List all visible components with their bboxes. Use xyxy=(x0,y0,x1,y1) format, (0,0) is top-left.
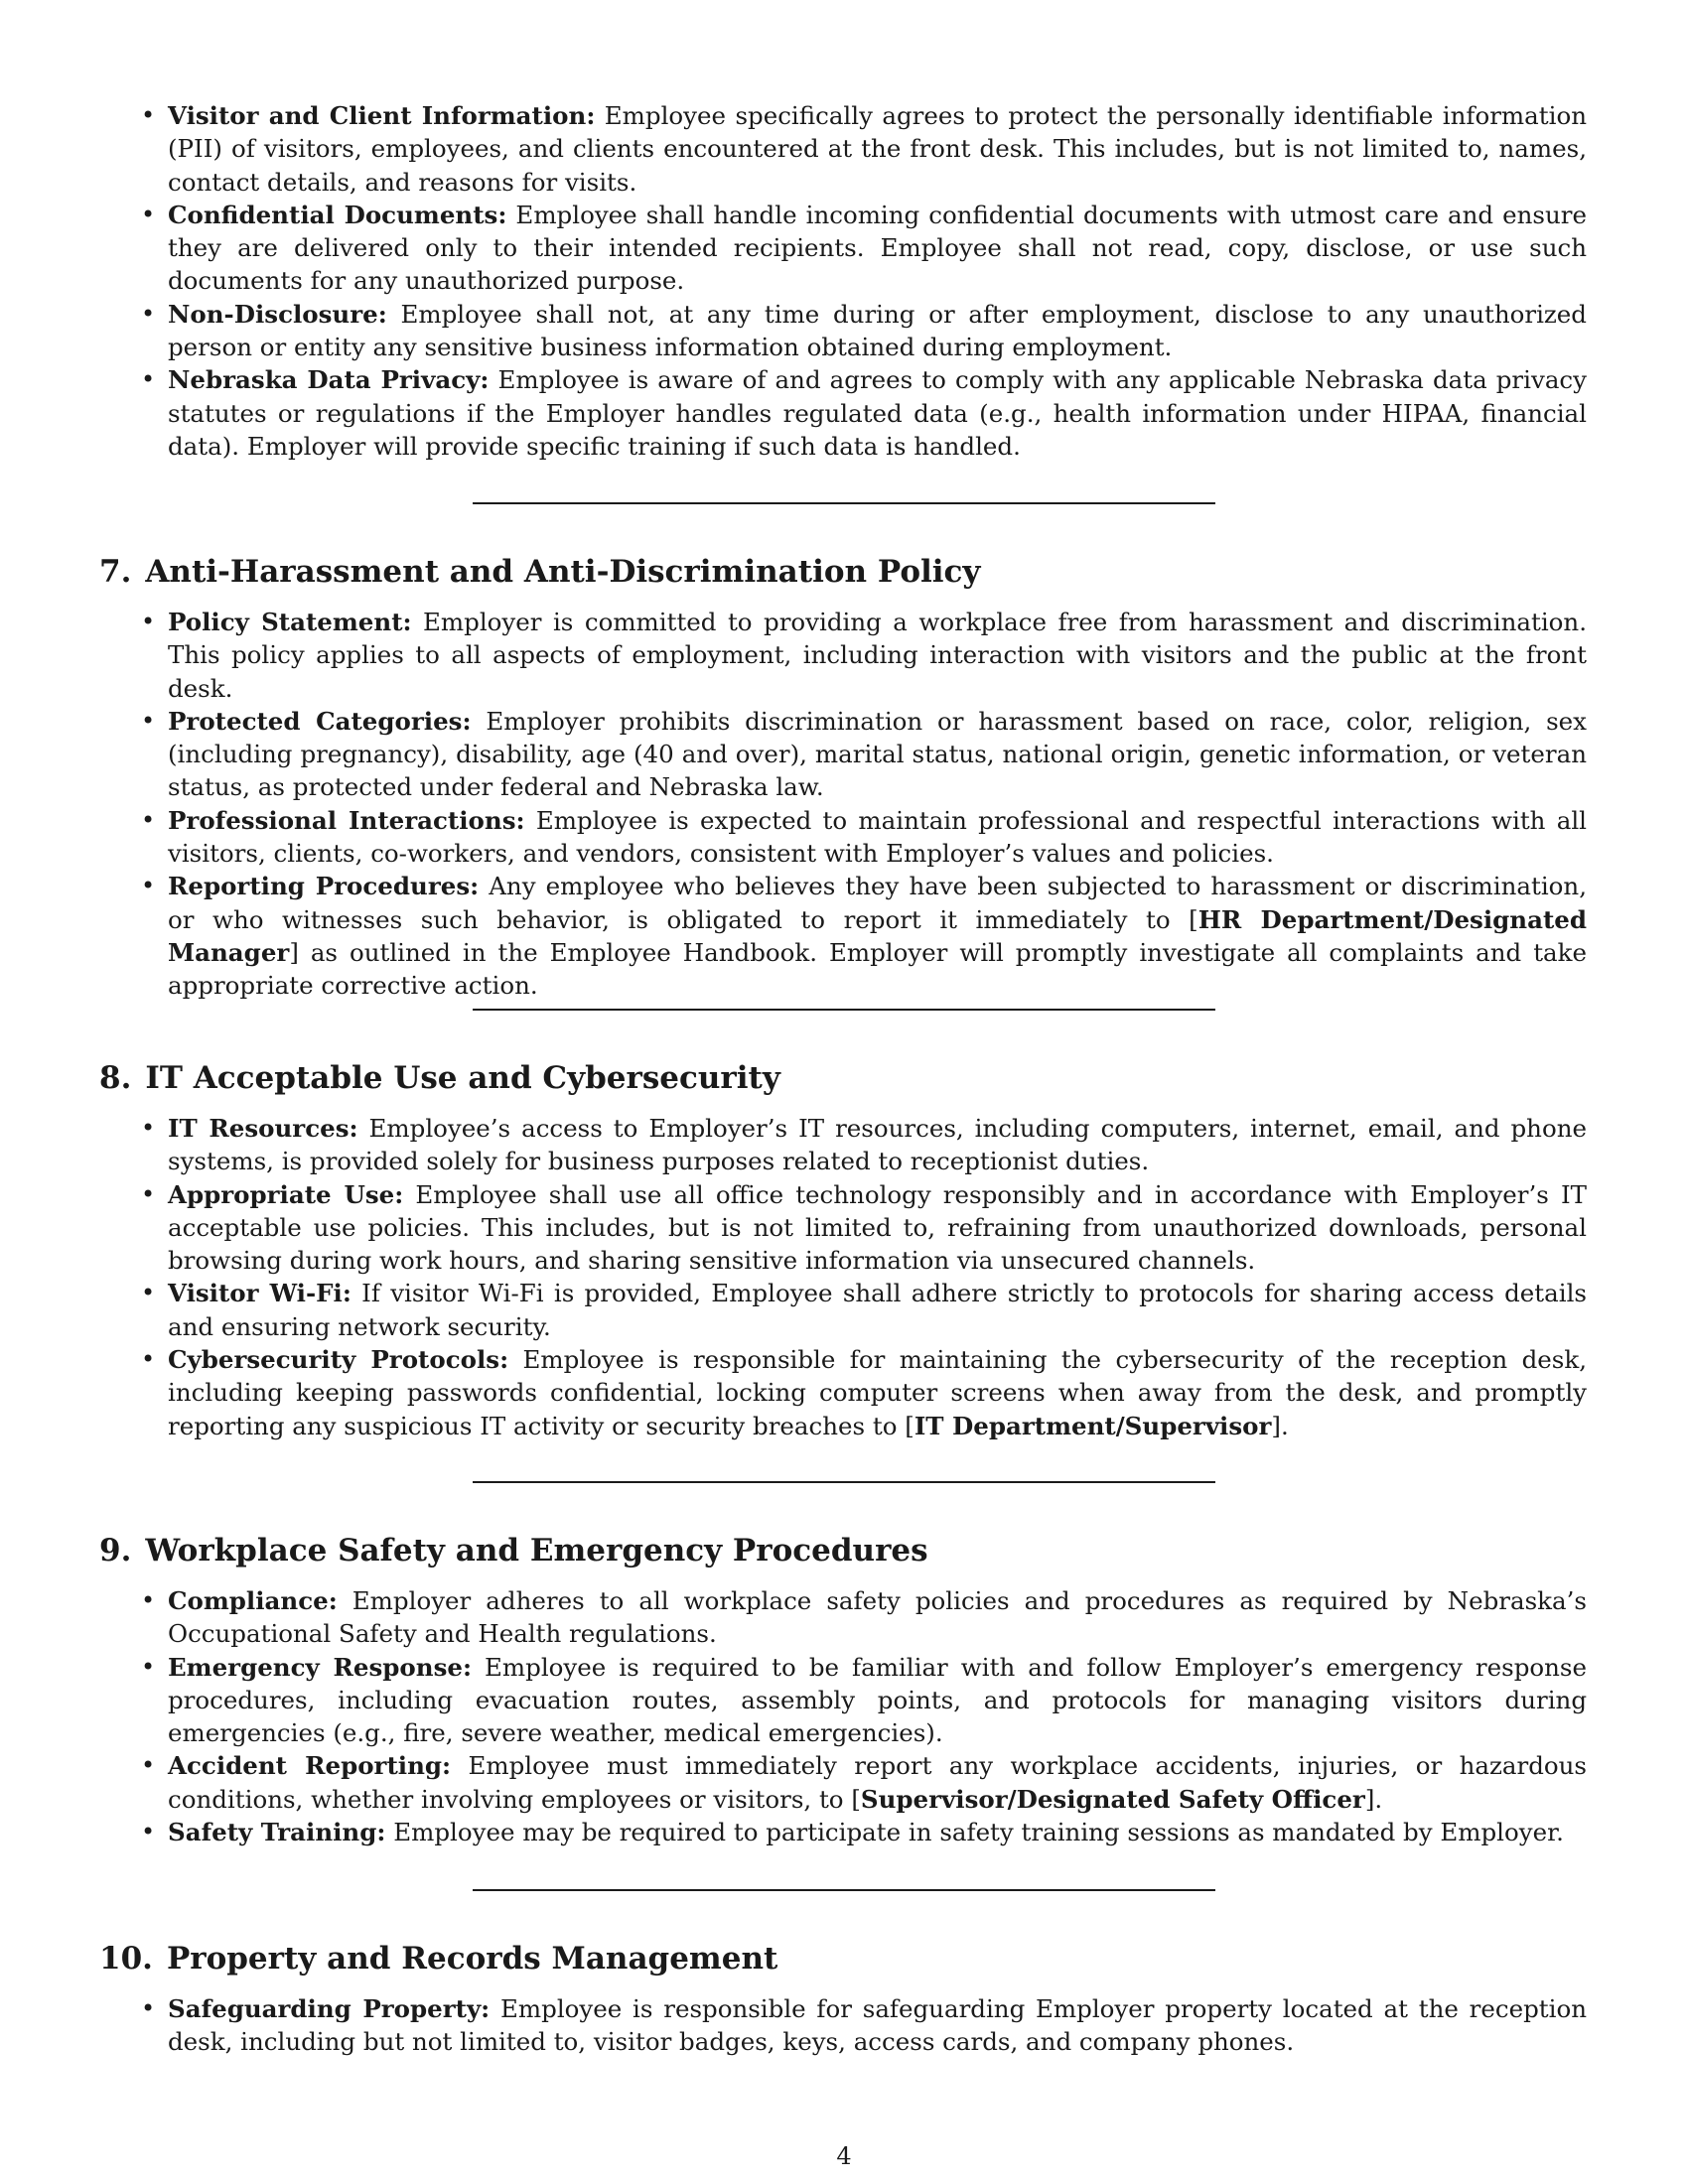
bullet-icon: • xyxy=(141,872,156,900)
item-term: IT Resources: xyxy=(168,1114,358,1143)
section-6-list xyxy=(0,99,1688,463)
list-item xyxy=(0,1584,1587,1651)
placeholder-text: Supervisor/Designated Safety Officer xyxy=(860,1784,1365,1814)
section-title: Property and Records Management xyxy=(166,1941,778,1977)
section-8-list xyxy=(0,1112,1688,1442)
item-term: Nebraska Data Privacy: xyxy=(168,365,490,395)
list-item xyxy=(0,1651,1587,1750)
section-heading xyxy=(99,552,980,592)
item-term: Cybersecurity Protocols: xyxy=(168,1345,509,1375)
item-text: Employee is responsible for safeguarding Employer property located at the reception desk, including but not limited to, visitor badges, keys, access cards, and company phones. xyxy=(168,1994,1587,2057)
item-text: Employee is required to be familiar with and follow Employer’s emergency response procedures, including evacuation routes, assembly points, and protocols for managing visitors during emergencies (e.g., fire, severe weather, medical emergencies). xyxy=(168,1652,1588,1748)
section-title: Workplace Safety and Emergency Procedures xyxy=(145,1533,928,1569)
section-heading xyxy=(99,1939,777,1979)
bullet-icon: • xyxy=(141,1114,156,1142)
item-term: Reporting Procedures: xyxy=(168,872,480,901)
list-item xyxy=(0,1749,1587,1816)
item-term: Visitor Wi-Fi: xyxy=(168,1279,352,1308)
section-divider xyxy=(473,1481,1215,1483)
section-heading xyxy=(99,1058,780,1098)
item-text: Employee is responsible for maintaining the cybersecurity of the reception desk, including keeping passwords confidential, locking computer screens when away from the desk, and promptly reporting any suspicious IT activity or security breaches to [ xyxy=(168,1345,1587,1440)
bullet-icon: • xyxy=(141,1818,156,1846)
item-text: Employee must immediately report any workplace accidents, injuries, or hazardous conditions, whether involving employees or visitors, to [ xyxy=(168,1751,1587,1814)
item-term: Non-Disclosure: xyxy=(168,299,387,329)
section-number: 10. xyxy=(99,1941,153,1977)
list-item xyxy=(0,606,1587,705)
list-item xyxy=(0,1816,1587,1848)
section-title: Anti-Harassment and Anti-Discrimination Policy xyxy=(145,554,981,590)
item-text: If visitor Wi-Fi is provided, Employee shall adhere strictly to protocols for sharing access details and ensuring network security. xyxy=(168,1279,1587,1341)
item-text: ]. xyxy=(1271,1411,1289,1440)
page-number: 4 xyxy=(836,2142,852,2170)
section-divider xyxy=(473,1009,1215,1011)
section-number: 9. xyxy=(99,1533,132,1569)
bullet-icon: • xyxy=(141,1994,156,2022)
list-item xyxy=(0,363,1587,463)
item-text: Employee shall handle incoming confidential documents with utmost care and ensure they are delivered only to their intended recipients. Employee shall not read, copy, disclose, or use such documents for any unauthorized purpose. xyxy=(168,200,1587,296)
placeholder-text: HR Department/Designated Manager xyxy=(168,904,1587,967)
section-divider xyxy=(473,502,1215,504)
item-text: ] as outlined in the Employee Handbook. Employer will promptly investigate all complaints and take appropriate corrective action. xyxy=(168,937,1587,1001)
list-item xyxy=(0,870,1587,1002)
list-item xyxy=(0,1277,1587,1343)
bullet-icon: • xyxy=(141,1179,156,1208)
item-text: Any employee who believes they have been subjected to harassment or discrimination, or who witnesses such behavior, is obligated to report it immediately to [ xyxy=(168,872,1587,934)
item-term: Professional Interactions: xyxy=(168,805,525,835)
list-item xyxy=(0,705,1587,804)
item-text: Employee shall not, at any time during or after employment, disclose to any unauthorized person or entity any sensitive business information obtained during employment. xyxy=(168,299,1587,362)
section-9-list xyxy=(0,1584,1688,1848)
item-term: Policy Statement: xyxy=(168,608,412,636)
bullet-icon: • xyxy=(141,1586,156,1614)
section-10-list xyxy=(0,1992,1688,2059)
item-term: Safety Training: xyxy=(168,1818,386,1847)
bullet-icon: • xyxy=(141,608,156,635)
item-term: Protected Categories: xyxy=(168,706,472,736)
list-item xyxy=(0,1343,1587,1442)
list-item xyxy=(0,99,1587,199)
item-term: Compliance: xyxy=(168,1586,338,1615)
list-item xyxy=(0,199,1587,298)
bullet-icon: • xyxy=(141,1345,156,1374)
list-item xyxy=(0,804,1587,871)
item-text: Employee shall use all office technology responsibly and in accordance with Employer’s IT acceptable use policies. This includes, but is not limited to, refraining from unauthorized downloads, personal browsing during work hours, and sharing sensitive information via unsecured channels. xyxy=(168,1179,1587,1276)
list-item xyxy=(0,1992,1587,2059)
list-item xyxy=(0,1112,1587,1178)
item-term: Visitor and Client Information: xyxy=(168,101,596,130)
item-term: Safeguarding Property: xyxy=(168,1994,491,2023)
item-term: Accident Reporting: xyxy=(168,1751,452,1781)
list-item xyxy=(0,1178,1587,1278)
bullet-icon: • xyxy=(141,101,156,129)
item-text: Employee’s access to Employer’s IT resources, including computers, internet, email, and phone systems, is provided solely for business purposes related to receptionist duties. xyxy=(168,1114,1587,1176)
item-text: Employee may be required to participate in safety training sessions as mandated by Employer. xyxy=(385,1818,1564,1847)
section-7-list xyxy=(0,606,1688,1003)
bullet-icon: • xyxy=(141,706,156,735)
section-title: IT Acceptable Use and Cybersecurity xyxy=(145,1060,780,1096)
item-text: ]. xyxy=(1364,1784,1383,1814)
placeholder-text: IT Department/Supervisor xyxy=(914,1411,1272,1440)
section-divider xyxy=(473,1889,1215,1891)
bullet-icon: • xyxy=(141,1279,156,1307)
item-text: Employee specifically agrees to protect the personally identifiable information (PII) of visitors, employees, and clients encountered at the front desk. This includes, but is not limited to, names, contact details, and reasons for visits. xyxy=(168,101,1587,197)
item-term: Appropriate Use: xyxy=(168,1179,404,1209)
bullet-icon: • xyxy=(141,1751,156,1780)
item-text: Employee is expected to maintain professional and respectful interactions with all visitors, clients, co-workers, and vendors, consistent with Employer’s values and policies. xyxy=(168,805,1587,869)
bullet-icon: • xyxy=(141,805,156,834)
item-text: Employer adheres to all workplace safety policies and procedures as required by Nebraska’s Occupational Safety and Health regulations. xyxy=(168,1586,1587,1649)
bullet-icon: • xyxy=(141,1652,156,1681)
section-heading xyxy=(99,1531,928,1570)
item-text: Employer prohibits discrimination or harassment based on race, color, religion, sex (including pregnancy), disability, age (40 and over), marital status, national origin, genetic information, or veteran status, as protected under federal and Nebraska law. xyxy=(168,706,1587,802)
item-text: Employee is aware of and agrees to comply with any applicable Nebraska data privacy statutes or regulations if the Employer handles regulated data (e.g., health information under HIPAA, financial data). Employer will provide specific training if such data is handled. xyxy=(168,365,1587,461)
section-number: 7. xyxy=(99,554,132,590)
item-term: Confidential Documents: xyxy=(168,200,507,229)
list-item xyxy=(0,298,1587,364)
bullet-icon: • xyxy=(141,365,156,394)
item-text: Employer is committed to providing a workplace free from harassment and discrimination. This policy applies to all aspects of employment, including interaction with visitors and the public at the front desk. xyxy=(168,608,1588,703)
bullet-icon: • xyxy=(141,200,156,228)
bullet-icon: • xyxy=(141,299,156,328)
section-number: 8. xyxy=(99,1060,132,1096)
item-term: Emergency Response: xyxy=(168,1652,473,1682)
